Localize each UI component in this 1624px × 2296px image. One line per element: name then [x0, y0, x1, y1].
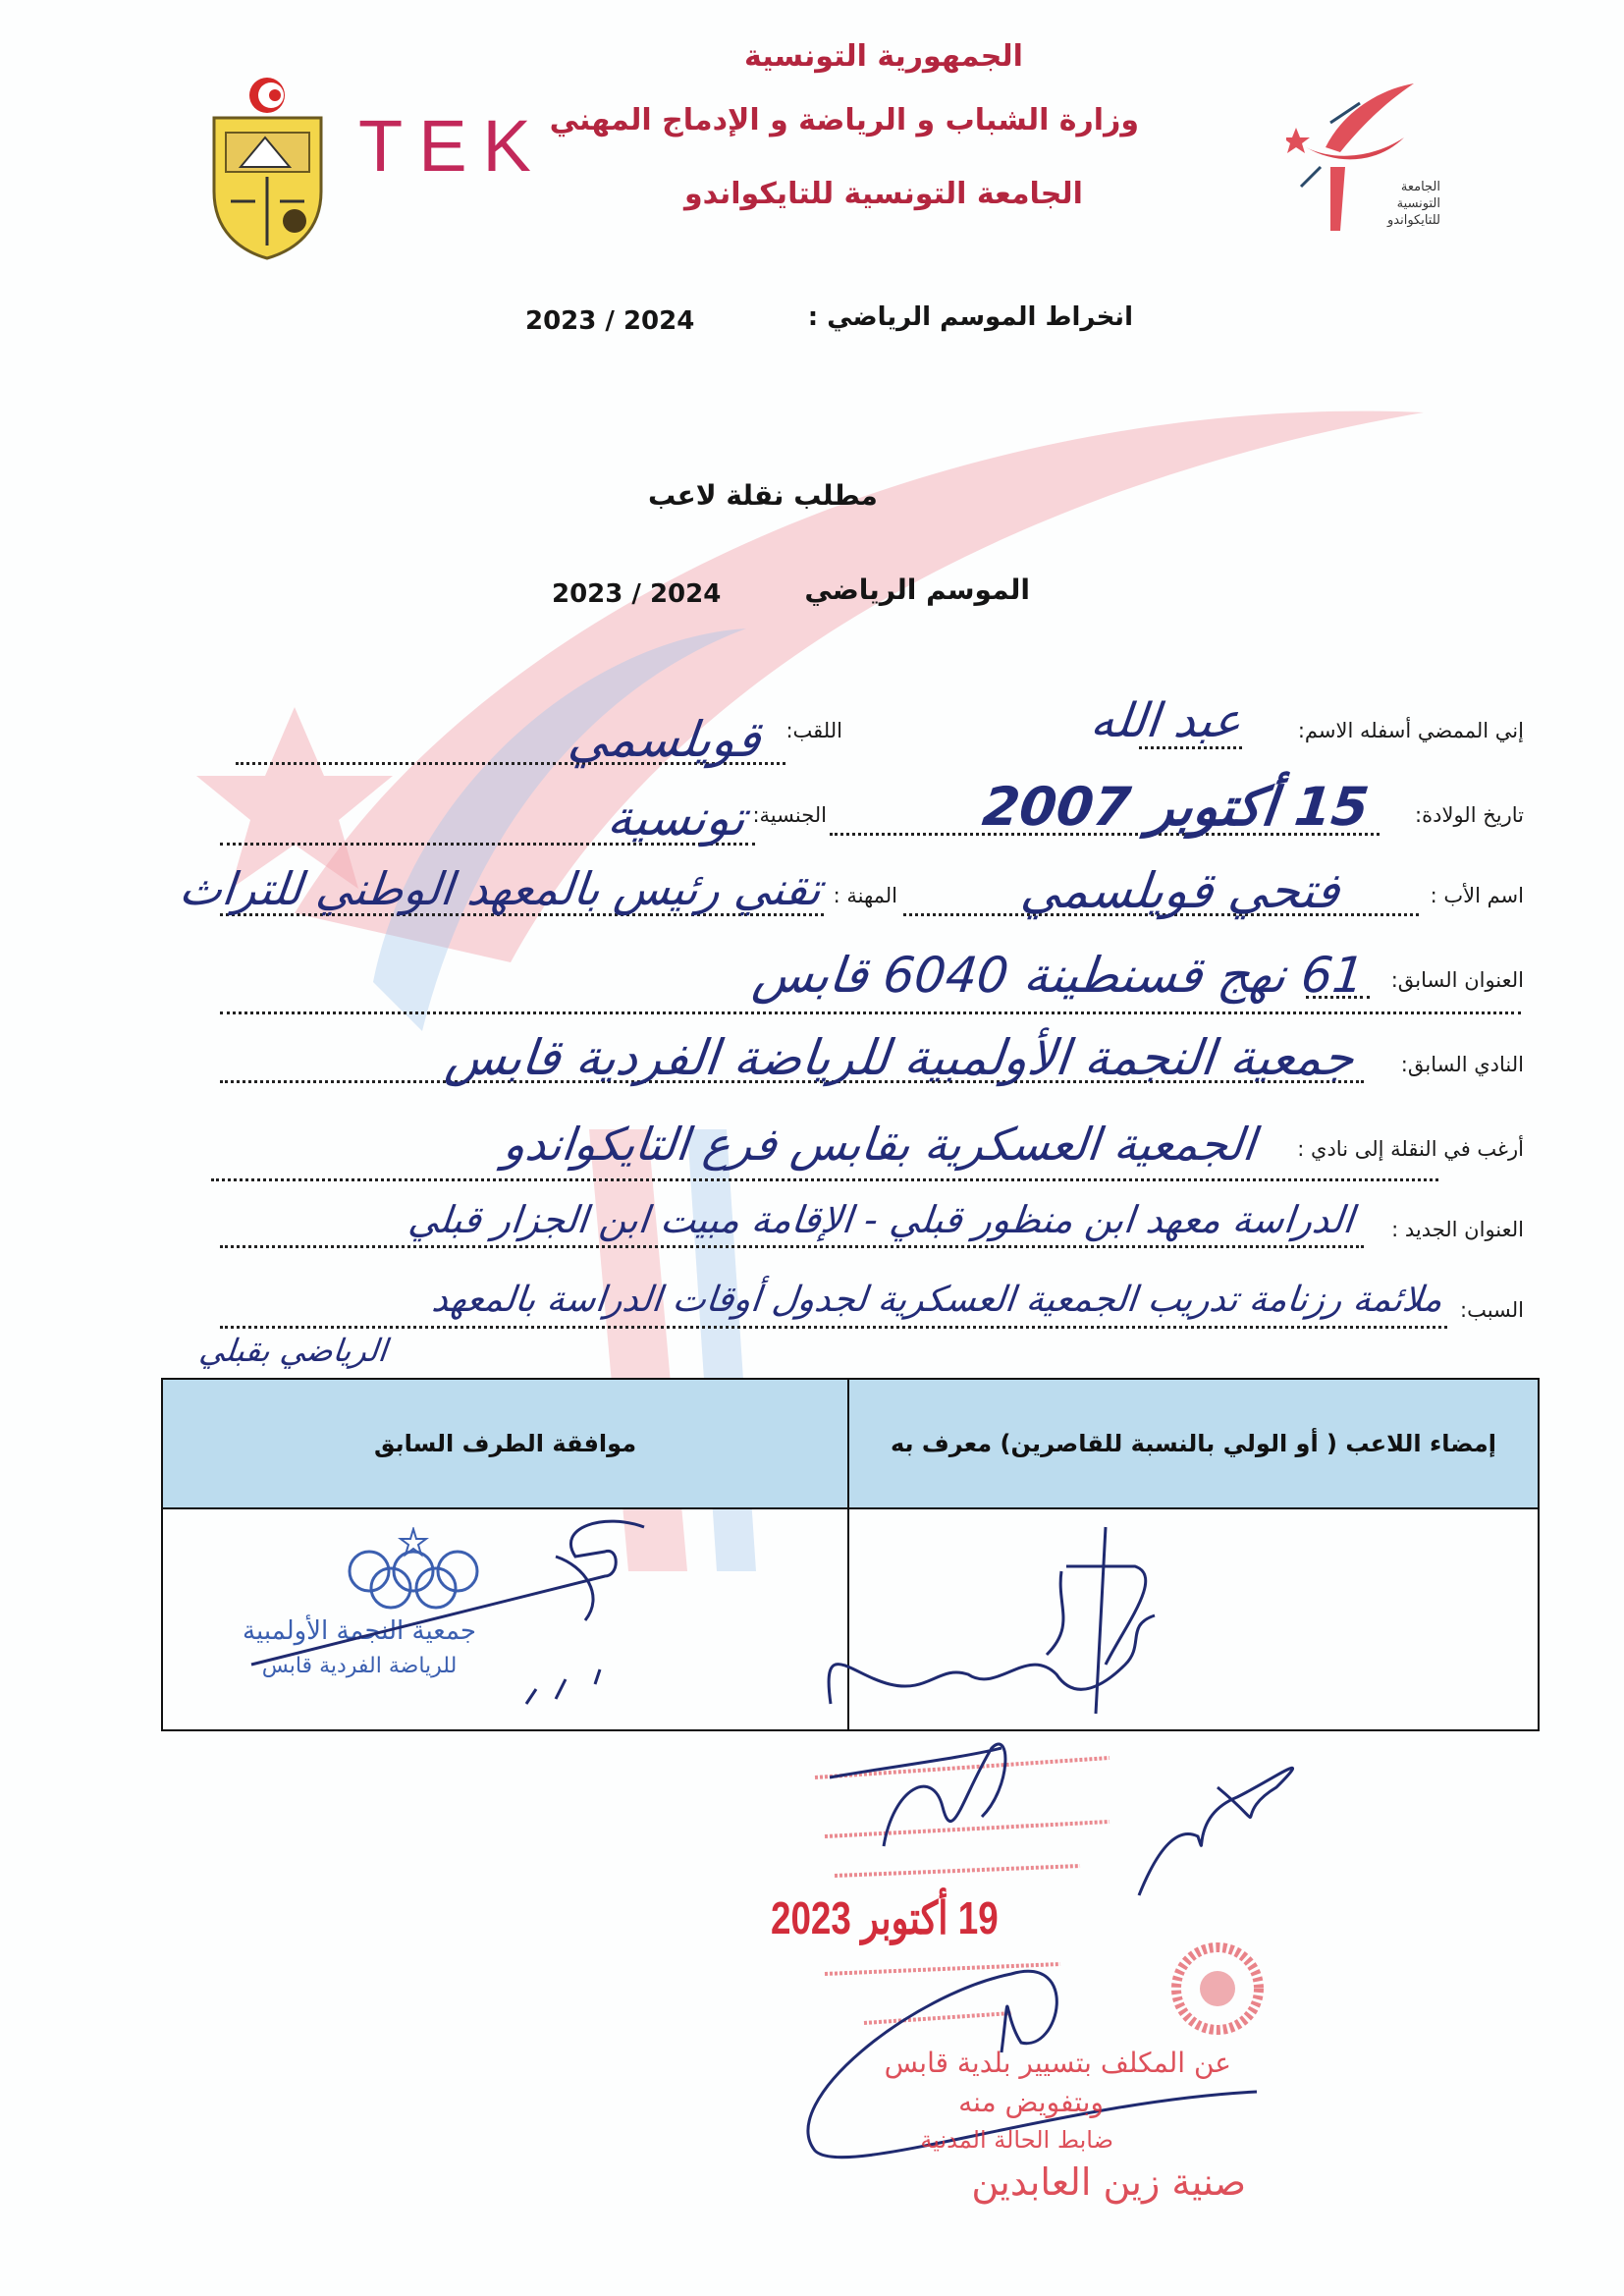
reason-value-line2[interactable]: الرياضي بقبلي [197, 1332, 390, 1369]
handwritten-code: TEK [358, 105, 547, 187]
new-address-dots [220, 1245, 1364, 1248]
new-club-value[interactable]: الجمعية العسكرية بقابس فرع التايكواندو [501, 1118, 1259, 1171]
logo-text-3: للتايكواندو [1387, 213, 1440, 228]
request-season-label: الموسم الرياضي [804, 574, 1030, 606]
old-club-label: النادي السابق: [1400, 1053, 1524, 1076]
federation-logo [1286, 69, 1443, 236]
col-header-player: إمضاء اللاعب ( أو الولي بالنسبة للقاصرين) معرف به [849, 1380, 1538, 1509]
birth-label: تاريخ الولادة: [1415, 803, 1524, 827]
father-value[interactable]: فتحي قويلسمي [1017, 862, 1343, 919]
old-address-label: العنوان السابق: [1390, 968, 1524, 992]
logo-text-2: التونسية [1396, 196, 1440, 211]
header-ministry: وزارة الشباب و الرياضة و الإدماج المهني [549, 103, 1139, 137]
old-address-value[interactable]: 61 نهج قسنطينة 6040 قابس [749, 947, 1368, 1004]
logo-text-1: الجامعة [1400, 180, 1440, 194]
signature-table [161, 1378, 1540, 1731]
col-header-previous: موافقة الطرف السابق [163, 1380, 847, 1509]
old-club-value[interactable]: جمعية النجمة الأولمبية للرياضة الفردية قابس [443, 1029, 1358, 1086]
header-federation: الجامعة التونسية للتايكواندو [684, 177, 1083, 211]
header-republic: الجمهورية التونسية [744, 39, 1023, 74]
new-club-dots [211, 1178, 1438, 1181]
club-stamp-line2: للرياضة الفردية قابس [261, 1654, 458, 1678]
reason-dots [220, 1326, 1447, 1329]
reason-value-line1[interactable]: ملائمة رزنامة تدريب الجمعية العسكرية لجدول أوقات الدراسة بالمعهد [429, 1280, 1445, 1320]
name-value[interactable]: عبد الله [1087, 693, 1244, 748]
request-season: 2023 / 2024 [552, 579, 722, 609]
date-stamp: 19 أكتوبر 2023 [771, 1892, 999, 1943]
municipal-stamp-line1: عن المكلف بتسيير بلدية قابس [884, 2047, 1231, 2079]
profession-label: المهنة : [833, 884, 897, 907]
surname-value[interactable]: قويلسمي [565, 711, 764, 768]
new-address-value[interactable]: الدراسة معهد ابن منظور قبلي - الإقامة مبيت ابن الجزار قبلي [406, 1198, 1357, 1241]
birth-value[interactable]: 15 أكتوبر 2007 [979, 776, 1373, 838]
enrollment-season: 2023 / 2024 [525, 306, 695, 336]
nationality-label: الجنسية: [752, 803, 827, 827]
request-title: مطلب نقلة لاعب [648, 479, 878, 512]
previous-party-signature [232, 1507, 674, 1733]
enrollment-label: انخراط الموسم الرياضي : [807, 302, 1133, 332]
reason-label: السبب: [1460, 1298, 1524, 1322]
surname-label: اللقب: [785, 719, 842, 742]
municipal-stamp-line3: ضابط الحالة المدنية [920, 2126, 1113, 2154]
old-address-dots-2 [220, 1011, 1521, 1014]
tunisia-coat-of-arms [206, 74, 329, 260]
new-address-label: العنوان الجديد : [1391, 1218, 1524, 1241]
father-label: اسم الأب : [1430, 884, 1524, 907]
profession-value[interactable]: تقني رئيس بالمعهد الوطني للتراث [176, 862, 824, 915]
name-label: إني الممضي أسفله الاسم: [1297, 719, 1524, 742]
club-stamp-line1: جمعية النجمة الأولمبية [243, 1616, 476, 1646]
municipal-stamp-line2: وبتفويض منه [958, 2086, 1104, 2118]
municipal-stamp-line4: صنية زين العابدين [971, 2160, 1246, 2204]
nationality-value[interactable]: تونسية [604, 790, 749, 847]
new-club-label: أرغب في النقلة إلى نادي : [1297, 1137, 1524, 1161]
